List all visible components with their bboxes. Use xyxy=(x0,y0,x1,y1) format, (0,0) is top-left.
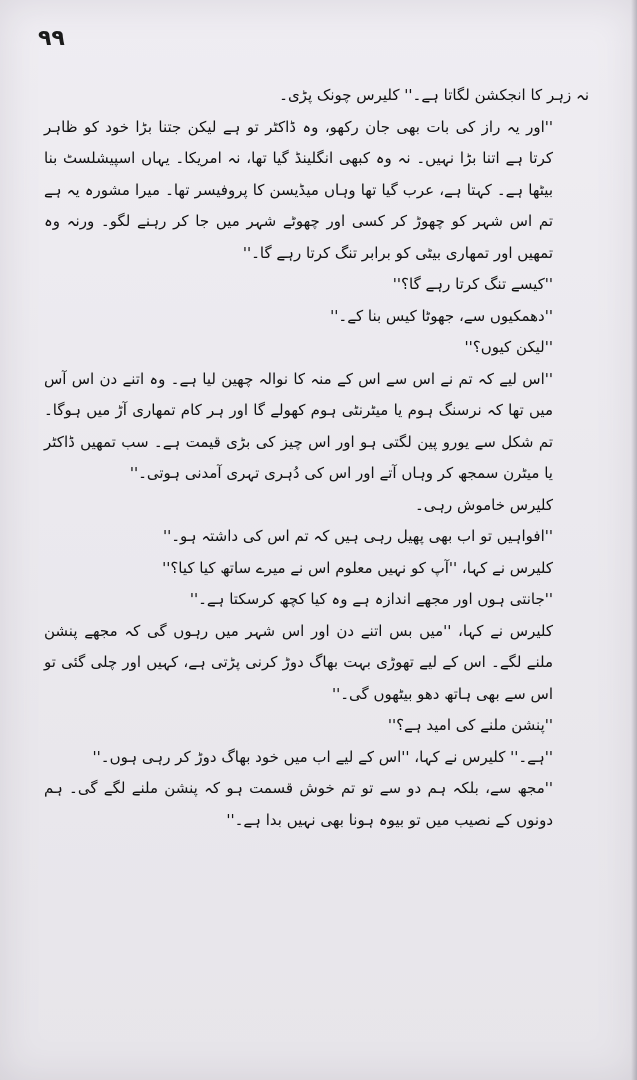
paragraph: کلیرس خاموش رہی۔ xyxy=(414,495,553,514)
paragraph: ''دھمکیوں سے، جھوٹا کیس بنا کے۔'' xyxy=(330,306,553,325)
paragraph: ''پنشن ملنے کی امید ہے؟'' xyxy=(387,716,553,734)
paragraph: ''جانتی ہوں اور مجھے اندازہ ہے وہ کیا کچھ کرسکتا ہے۔'' xyxy=(189,590,553,608)
paragraph: نہ زہر کا انجکشن لگاتا ہے۔'' کلیرس چونک پڑی۔ xyxy=(279,86,589,104)
paragraph: ''ہے۔'' کلیرس نے کہا، ''اس کے لیے اب میں خود بھاگ دوڑ کر رہی ہوں۔'' xyxy=(92,747,553,766)
paragraph: ''افواہیں تو اب بھی پھیل رہی ہیں کہ تم اس کی داشتہ ہو۔'' xyxy=(162,527,553,545)
paragraph: ''مجھ سے، بلکہ ہم دو سے تو تم خوش قسمت ہو کہ پنشن ملنے لگے گی۔ ہم دونوں کے نصیب میں تو بیوہ ہونا بھی نہیں بدا ہے۔'' xyxy=(44,779,553,829)
paragraph: ''کیسے تنگ کرتا رہے گا؟'' xyxy=(392,275,553,293)
paragraph: کلیرس نے کہا، ''میں بس اتنے دن اور اس شہر میں رہوں گی کہ مجھے پنشن ملنے لگے۔ اس کے لیے تھوڑی بہت بھاگ دوڑ کرنی پڑتی ہے، کہیں اور چلی گئی تو اس سے بھی ہاتھ دھو بیٹھوں گی۔'' xyxy=(44,621,553,703)
paragraph: ''لیکن کیوں؟'' xyxy=(464,338,553,356)
page-number: ۹۹ xyxy=(38,26,65,51)
page-body xyxy=(44,80,589,836)
paragraph: کلیرس نے کہا، ''آپ کو نہیں معلوم اس نے میرے ساتھ کیا کیا؟'' xyxy=(162,558,553,577)
paragraph: ''اس لیے کہ تم نے اس سے اس کے منہ کا نوالہ چھین لیا ہے۔ وہ اتنے دن اس آس میں تھا کہ نرسنگ ہوم یا میٹرنٹی ہوم کھولے گا اور ہر کام تمھاری آڑ میں ہوگا۔ تم شکل سے یورو پین لگتی ہو اور اس چیز کی بڑی قیمت ہے۔ سب تمھیں ڈاکٹر یا میٹرن سمجھ کر وہاں آتے اور اس کی دُہری تہری آمدنی ہوتی۔'' xyxy=(44,369,553,482)
paragraph: ''اور یہ راز کی بات بھی جان رکھو، وہ ڈاکٹر تو ہے لیکن جتنا بڑا خود کو ظاہر کرتا ہے اتنا بڑا نہیں۔ نہ وہ کبھی انگلینڈ گیا تھا، نہ امریکا۔ یہاں اسپیشلسٹ بنا بیٹھا ہے۔ کہتا ہے، عرب گیا تھا وہاں میڈیسن کا پروفیسر تھا۔ میرا مشورہ یہ ہے تم اس شہر کو چھوڑ کر کسی اور چھوٹے شہر میں جا کر رہنے لگو۔ ورنہ وہ تمھیں اور تمھاری بیٹی کو برابر تنگ کرتا رہے گا۔'' xyxy=(44,117,553,262)
page-edge-shadow xyxy=(631,0,637,1080)
